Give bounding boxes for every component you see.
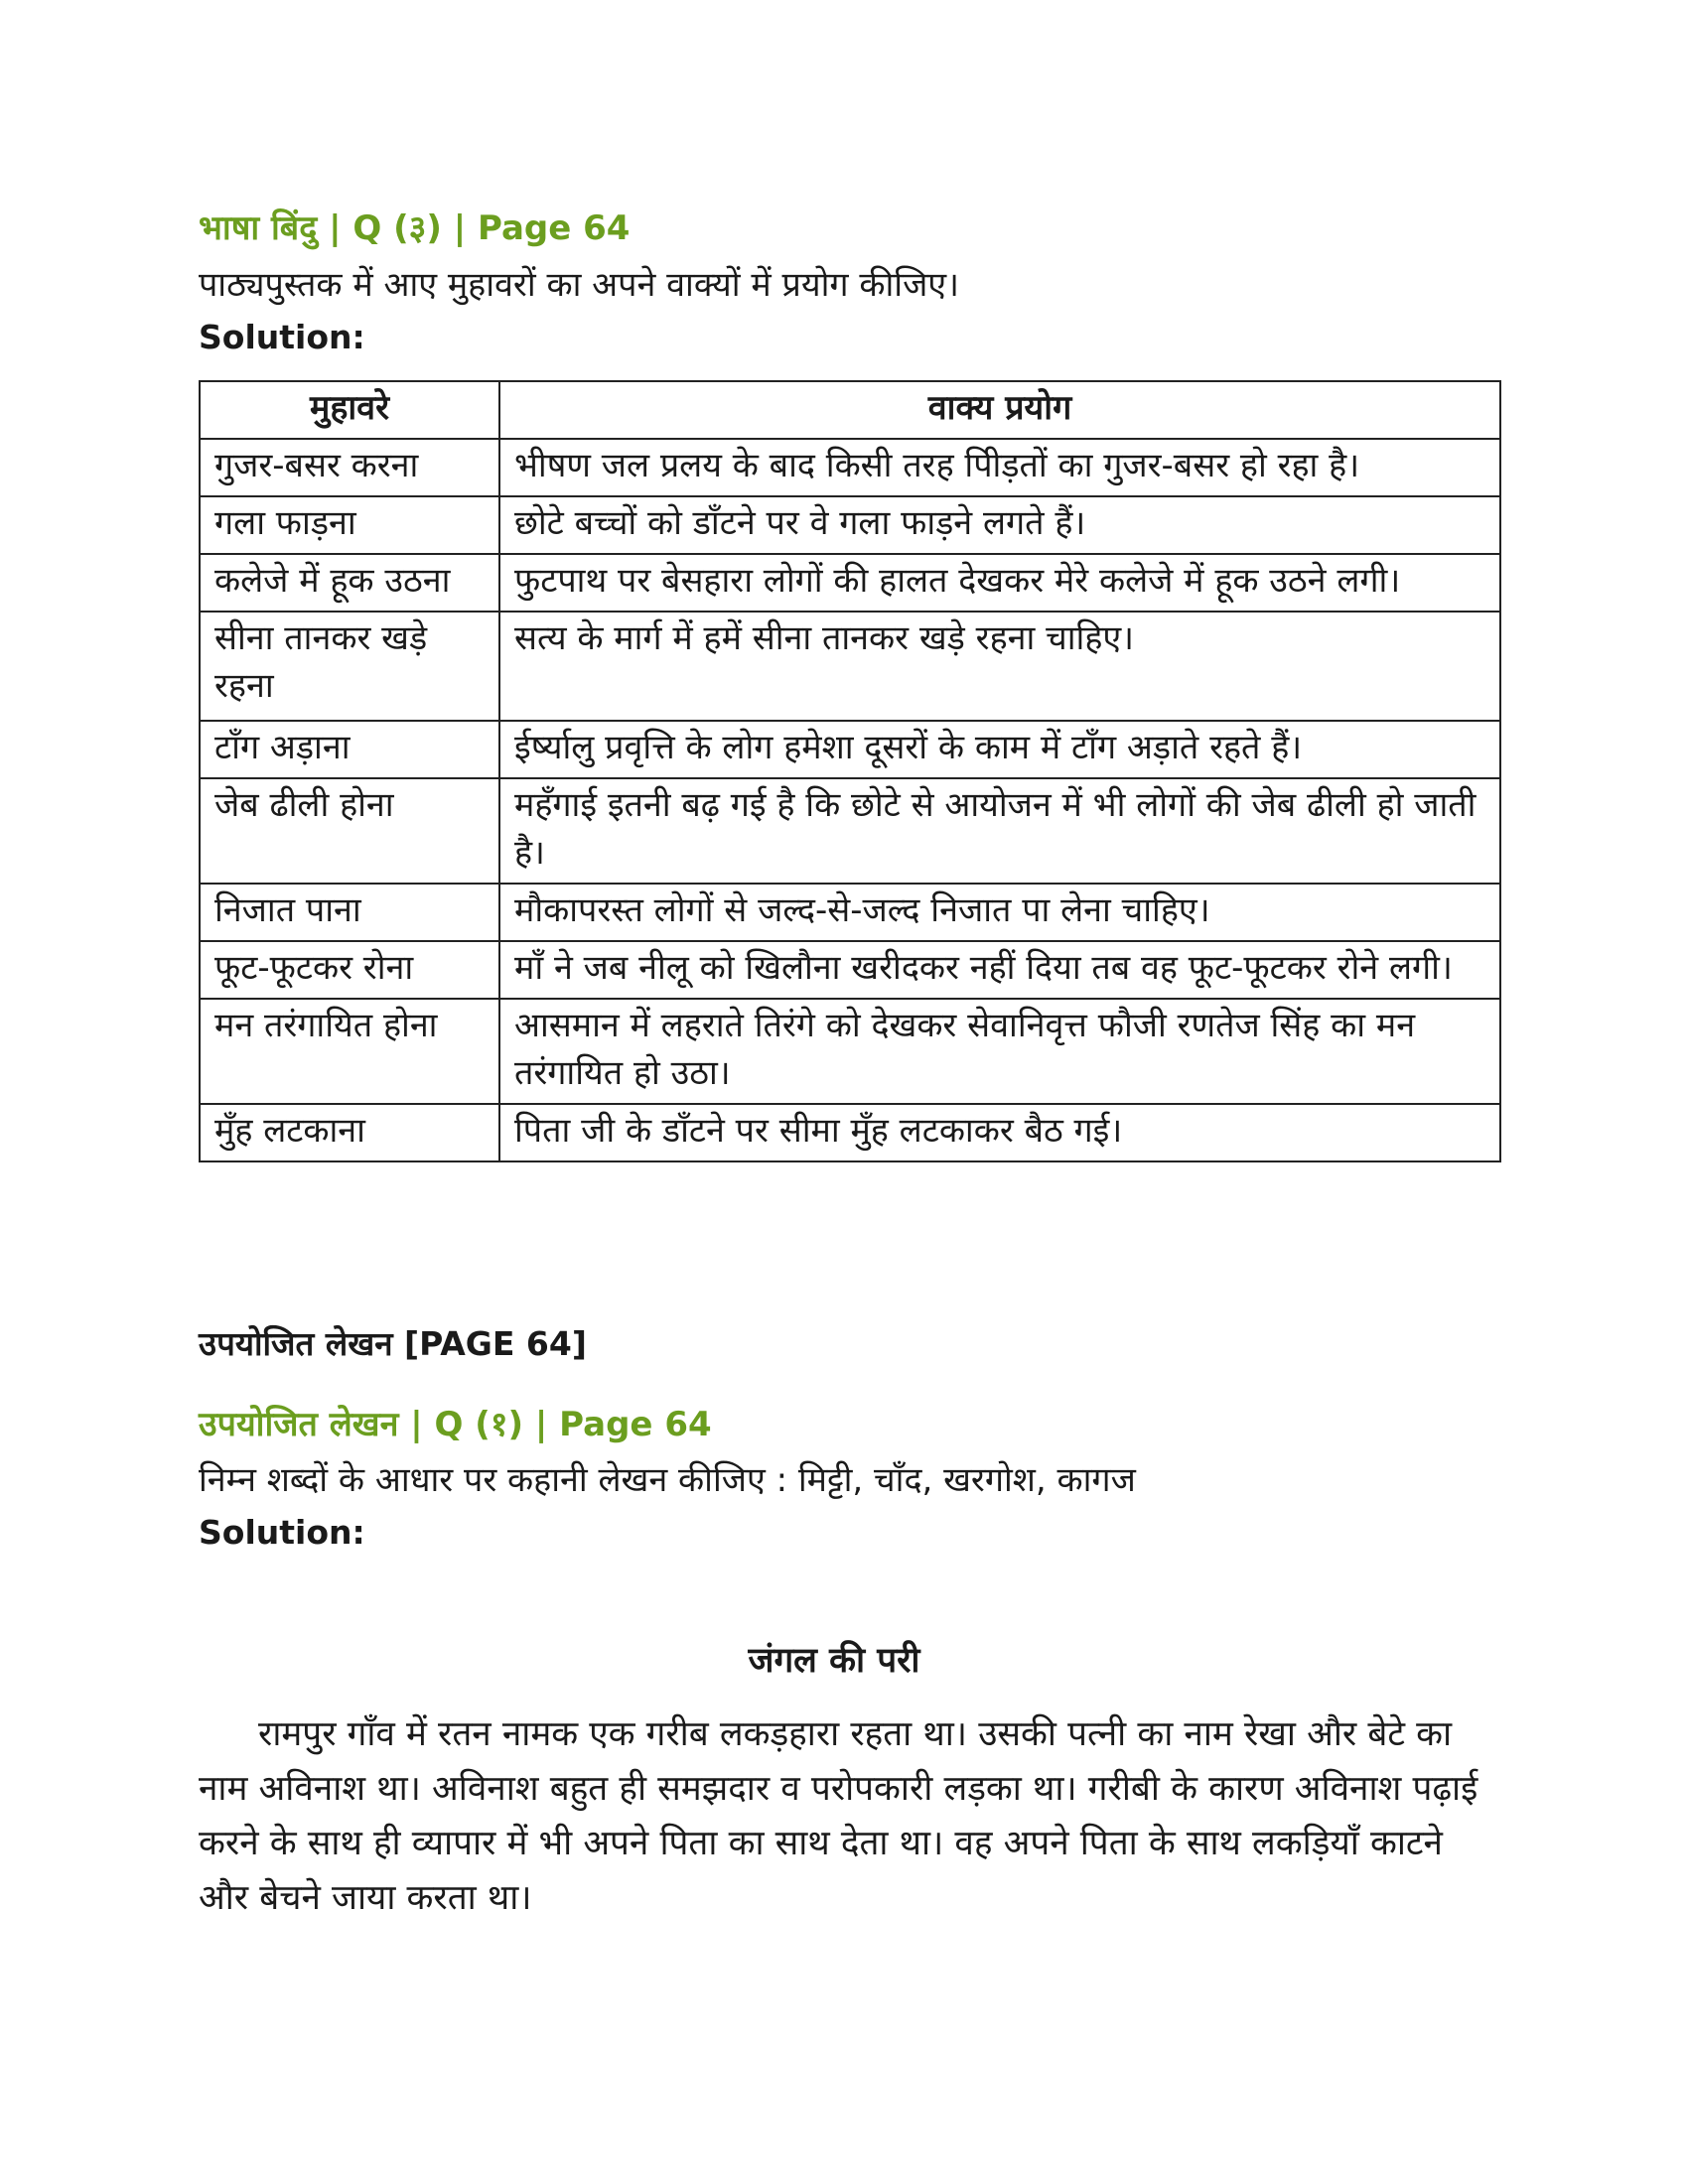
- idiom-cell: मुँह लटकाना: [200, 1104, 499, 1161]
- section-heading: भाषा बिंदु | Q (३) | Page 64: [199, 208, 631, 248]
- table-row: [200, 439, 1500, 496]
- table-row: [200, 941, 1500, 999]
- sentence-cell: फुटपाथ पर बेसहारा लोगों की हालत देखकर मेरे कलेजे में हूक उठने लगी।: [499, 554, 1500, 612]
- idiom-cell: जेब ढीली होना: [200, 778, 499, 884]
- sentence-cell: आसमान में लहराते तिरंगे को देखकर सेवानिवृत्त फौजी रणतेज सिंह का मन तरंगायित हो उठा।: [499, 999, 1500, 1104]
- solution-label: Solution:: [199, 318, 365, 356]
- idiom-cell: सीना तानकर खड़े रहना: [200, 612, 499, 721]
- section-heading: उपयोजित लेखन | Q (१) | Page 64: [199, 1405, 712, 1444]
- table-header-row: [200, 381, 1500, 439]
- section-title: उपयोजित लेखन [PAGE 64]: [199, 1324, 587, 1363]
- solution-label: Solution:: [199, 1513, 365, 1552]
- story-paragraph: रामपुर गाँव में रतन नामक एक गरीब लकड़हारा रहता था। उसकी पत्नी का नाम रेखा और बेटे का नाम अविनाश था। अविनाश बहुत ही समझदार व परोपकारी लड़का था। गरीबी के कारण अविनाश पढ़ाई करने के साथ ही व्यापार में भी अपने पिता का साथ देता था। वह अपने पिता के साथ लकड़ियाँ काटने और बेचने जाया करता था।: [199, 1714, 1478, 1918]
- sentence-cell: सत्य के मार्ग में हमें सीना तानकर खड़े रहना चाहिए।: [499, 612, 1500, 721]
- idiom-cell: कलेजे में हूक उठना: [200, 554, 499, 612]
- question-text: पाठ्यपुस्तक में आए मुहावरों का अपने वाक्यों में प्रयोग कीजिए।: [199, 265, 959, 305]
- story-title: जंगल की परी: [748, 1641, 920, 1681]
- question-text: निम्न शब्दों के आधार पर कहानी लेखन कीजिए : मिट्टी, चाँद, खरगोश, कागज: [199, 1460, 1136, 1500]
- sentence-cell: मौकापरस्त लोगों से जल्द-से-जल्द निजात पा लेना चाहिए।: [499, 884, 1500, 941]
- table-row: [200, 554, 1500, 612]
- idiom-cell: गला फाड़ना: [200, 496, 499, 554]
- sentence-cell: महँगाई इतनी बढ़ गई है कि छोटे से आयोजन में भी लोगों की जेब ढीली हो जाती है।: [499, 778, 1500, 884]
- idioms-table: [199, 380, 1501, 1162]
- idiom-cell: निजात पाना: [200, 884, 499, 941]
- table-row: [200, 999, 1500, 1104]
- sentence-cell: माँ ने जब नीलू को खिलौना खरीदकर नहीं दिया तब वह फूट-फूटकर रोने लगी।: [499, 941, 1500, 999]
- sentence-cell: भीषण जल प्रलय के बाद किसी तरह पीिड़तों का गुजर-बसर हो रहा है।: [499, 439, 1500, 496]
- column-header-idiom: मुहावरे: [200, 381, 499, 439]
- table-row: [200, 612, 1500, 721]
- sentence-cell: छोटे बच्चों को डाँटने पर वे गला फाड़ने लगते हैं।: [499, 496, 1500, 554]
- column-header-sentence: वाक्य प्रयोग: [499, 381, 1500, 439]
- idiom-cell: फूट-फूटकर रोना: [200, 941, 499, 999]
- idiom-cell: मन तरंगायित होना: [200, 999, 499, 1104]
- table-row: [200, 884, 1500, 941]
- table-row: [200, 778, 1500, 884]
- sentence-cell: पिता जी के डाँटने पर सीमा मुँह लटकाकर बैठ गई।: [499, 1104, 1500, 1161]
- idiom-cell: गुजर-बसर करना: [200, 439, 499, 496]
- table-row: [200, 721, 1500, 778]
- table-row: [200, 1104, 1500, 1161]
- sentence-cell: ईर्ष्यालु प्रवृत्ति के लोग हमेशा दूसरों के काम में टाँग अड़ाते रहते हैं।: [499, 721, 1500, 778]
- idiom-cell: टाँग अड़ाना: [200, 721, 499, 778]
- table-row: [200, 496, 1500, 554]
